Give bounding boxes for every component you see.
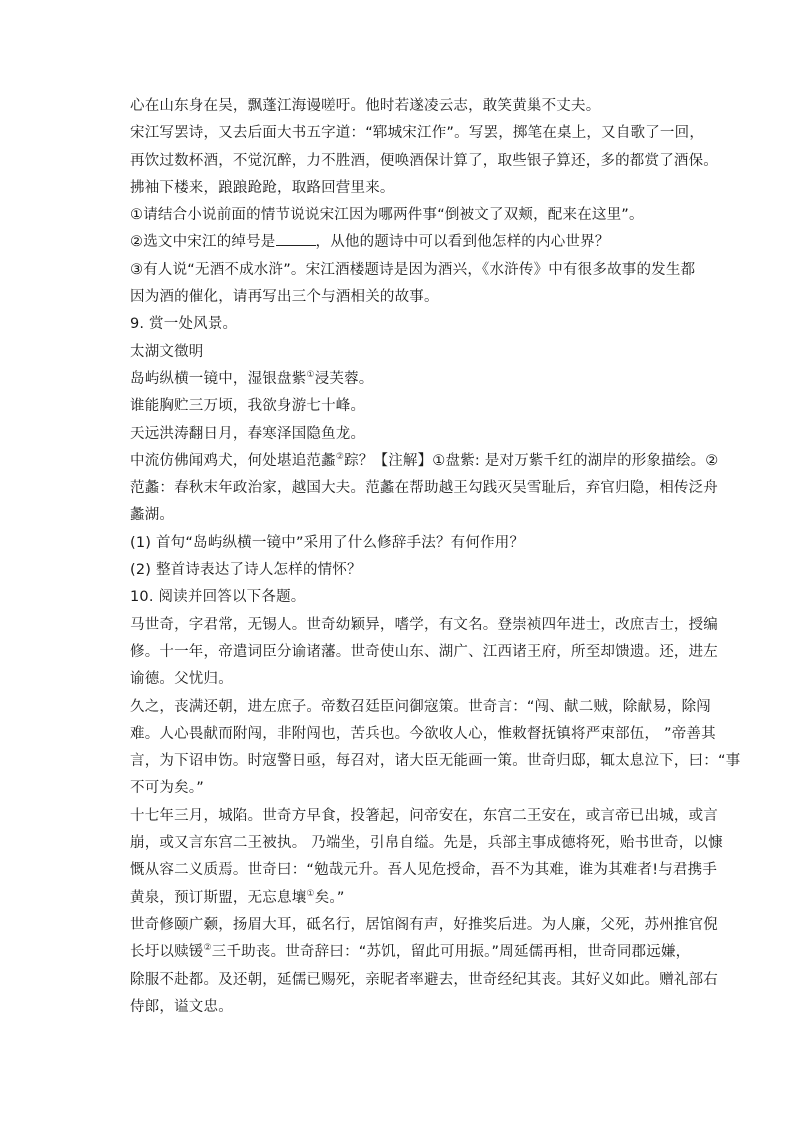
question-2-part-b: ，从他的题诗中可以看到他怎样的内心世界？ bbox=[315, 234, 610, 251]
poem-line bbox=[130, 366, 695, 393]
passage-line: 慨从容二义质焉。世奇曰：“勉哉元升。吾人见危授命，吾不为其难，谁为其难者!与君携手 bbox=[130, 862, 718, 879]
passage-line: 世奇修颐广颡，扬眉大耳，砥名行，居馆阁有声，好推奖后进。为人廉，父死，苏州推官倪 bbox=[130, 916, 718, 933]
poem-line-part: 岛屿纵横一镜中，湿银盘紫 bbox=[130, 370, 307, 387]
poem-line: 天远洪涛翻日月，春寒泽国隐鱼龙。 bbox=[130, 425, 366, 442]
annotation-line: 范蠡：春秋末年政治家，越国大夫。范蠡在帮助越王勾践灭吴雪耻后，弃官归隐，相传泛舟 bbox=[130, 480, 718, 497]
text-line: 宋江写罢诗，又去后面大书五字道：“郓城宋江作”。写罢，掷笔在桌上，又自歌了一回， bbox=[130, 125, 705, 142]
text-line: 拂袖下楼来，踉踉跄跄，取路回营里来。 bbox=[130, 179, 395, 196]
passage-line: 十七年三月，城陷。世奇方早食，投箸起，问帝安在，东宫二王安在，或言帝已出城，或言 bbox=[130, 807, 718, 824]
passage-part: 长圩以赎锾 bbox=[130, 944, 204, 961]
poem-line-part: 踪？【注解】①盘紫: 是对万紫千红的湖岸的形象描绘。② bbox=[344, 452, 719, 469]
poem-line-part: 中流仿佛闻鸡犬，何处堪追范蠡 bbox=[130, 452, 336, 469]
passage-line bbox=[130, 939, 695, 966]
question-9-heading: 9. 赏一处风景。 bbox=[130, 316, 238, 333]
passage-part: 三千助丧。世奇辞曰：“苏饥，留此可用振。”周延儒再相，世奇同郡远嫌， bbox=[211, 944, 691, 961]
question-2 bbox=[130, 229, 695, 256]
question-3: ③有人说“无酒不成水浒”。宋江酒楼题诗是因为酒兴，《水浒传》中有很多故事的发生都 bbox=[130, 261, 696, 278]
footnote-marker: ① bbox=[306, 888, 315, 899]
text-line: 因为酒的催化，请再写出三个与酒相关的故事。 bbox=[130, 289, 439, 306]
passage-line: 不可为矣。” bbox=[130, 780, 204, 797]
passage-line: 修。十一年，帝遣词臣分谕诸藩。世奇使山东、湖广、江西诸王府，所至却馈遗。还，进左 bbox=[130, 643, 718, 660]
passage-line: 难。人心畏献而附闯，非附闯也，苦兵也。今欲收人心，惟敕督抚镇将严束部伍， ”帝善其 bbox=[130, 725, 716, 742]
passage-part: 矣。” bbox=[314, 889, 345, 906]
poem-line-part: 浸芙蓉。 bbox=[314, 370, 374, 387]
poem-line: 心在山东身在吴，飘蓬江海谩嗟吁。他时若遂凌云志，敢笑黄巢不丈夫。 bbox=[130, 98, 601, 114]
poem-line: 谁能胸贮三万顷，我欲身游七十峰。 bbox=[130, 398, 366, 415]
annotation-line: 蠡湖。 bbox=[130, 507, 175, 524]
passage-line: 言，为下诏申饬。时寇警日亟，每召对，诸大臣无能画一策。世奇归邸，辄太息泣下，曰：“事 bbox=[130, 753, 741, 770]
passage-part: 黄泉，预订斯盟，无忘息壤 bbox=[130, 889, 307, 906]
question-9-1: (1) 首句“岛屿纵横一镜中”采用了什么修辞手法？有何作用？ bbox=[130, 534, 525, 551]
question-1: ①请结合小说前面的情节说说宋江因为哪两件事“倒被文了双颊，配来在这里”。 bbox=[130, 207, 644, 224]
footnote-marker: ① bbox=[306, 370, 315, 381]
passage-line bbox=[130, 885, 695, 912]
text-line: 再饮过数杯酒，不觉沉醉，力不胜酒，便唤酒保计算了，取些银子算还，多的都赏了酒保。 bbox=[130, 152, 718, 169]
passage-line: 马世奇，字君常，无锡人。世奇幼颖异，嗜学，有文名。登崇祯四年进士，改庶吉士，授编 bbox=[130, 616, 718, 633]
question-9-2: (2) 整首诗表达了诗人怎样的情怀？ bbox=[130, 562, 362, 579]
passage-line: 谕德。父忧归。 bbox=[130, 671, 233, 688]
poem-title: 太湖文徵明 bbox=[130, 343, 204, 360]
poem-line bbox=[130, 448, 719, 475]
passage-line: 久之，丧满还朝，进左庶子。帝数召廷臣问御寇策。世奇言：“闯、献二贼，除献易，除闯 bbox=[130, 698, 712, 715]
question-10-heading: 10. 阅读并回答以下各题。 bbox=[130, 589, 306, 606]
question-2-part-a: ②选文中宋江的绰号是 bbox=[130, 234, 276, 251]
footnote-marker: ② bbox=[203, 943, 212, 954]
answer-blank[interactable] bbox=[276, 233, 316, 246]
passage-line: 除服不赴都。及还朝，延儒已赐死，亲昵者率避去，世奇经纪其丧。其好义如此。赠礼部右 bbox=[130, 971, 718, 988]
passage-line: 侍郎，谥文忠。 bbox=[130, 998, 233, 1015]
passage-line: 崩，或又言东宫二王被执。 乃端坐，引帛自缢。先是，兵部主事成德将死，贻书世奇，以慷 bbox=[130, 835, 723, 852]
document-page bbox=[130, 93, 741, 1021]
footnote-marker: ② bbox=[335, 452, 345, 463]
